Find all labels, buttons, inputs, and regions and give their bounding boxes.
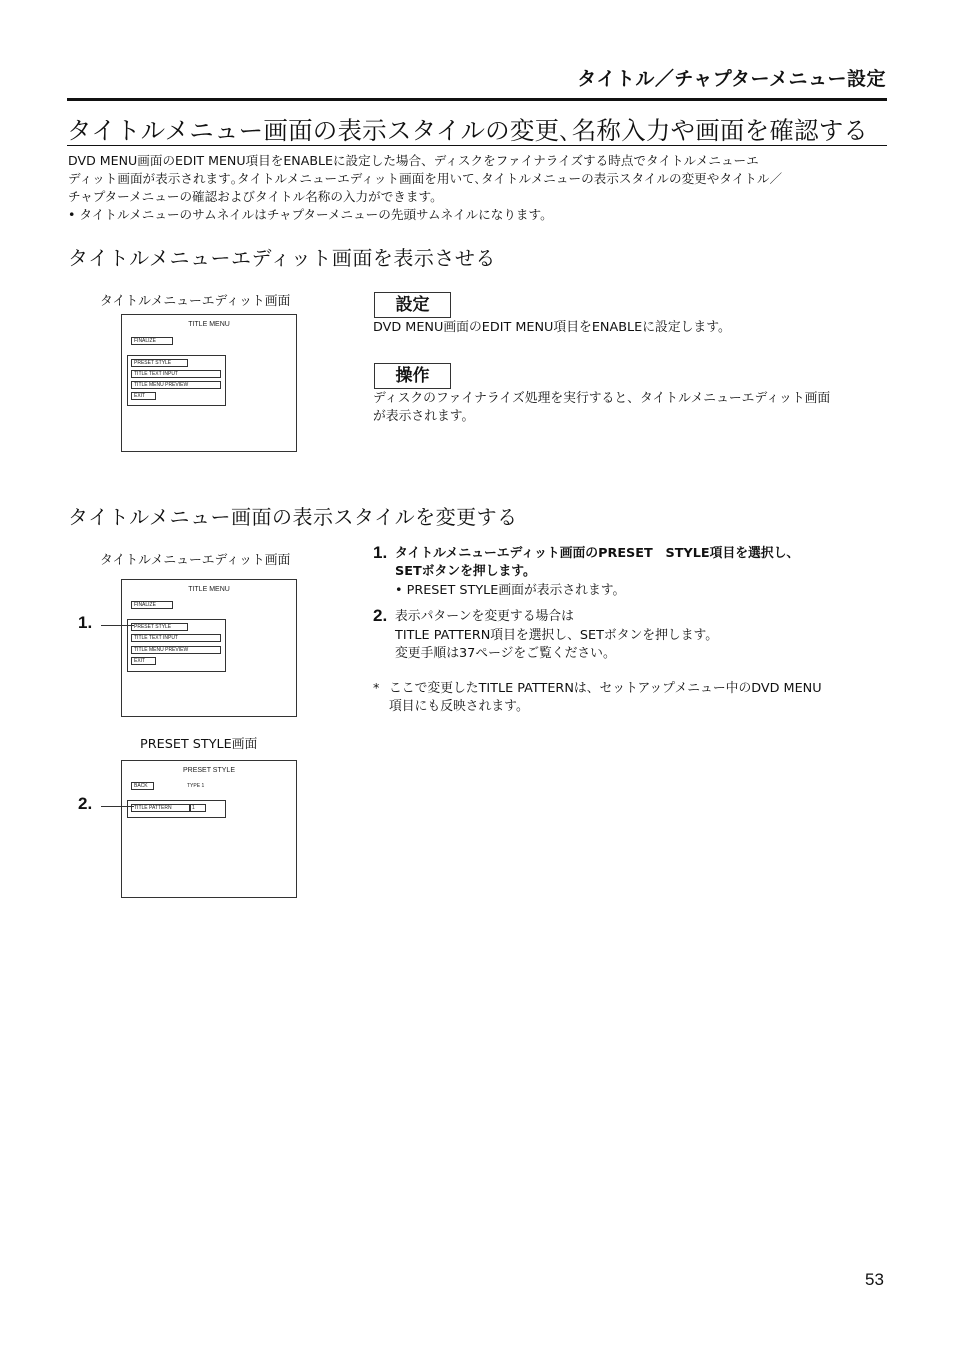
step1-number: 1. (373, 543, 388, 562)
step2-heading: 表示パターンを変更する場合は (395, 609, 574, 624)
section2-screen-caption: タイトルメニューエディット画面 (100, 553, 291, 568)
preset-style-screen (121, 760, 297, 898)
preset-style-item[interactable]: PRESET STYLE (131, 359, 188, 367)
section1-heading: タイトルメニューエディット画面を表示させる (68, 246, 496, 270)
screen-title: TITLE MENU (188, 321, 230, 328)
intro-bullet: • タイトルメニューのサムネイルはチャプターメニューの先頭サムネイルになります。 (68, 207, 553, 222)
back-button[interactable]: BACK (131, 782, 154, 790)
title-pattern-value[interactable]: 1 (189, 804, 206, 812)
exit-item[interactable]: EXIT (131, 657, 156, 665)
note-line-2: 項目にも反映されます。 (389, 699, 529, 714)
step1-line-1: タイトルメニューエディット画面のPRESET STYLE項目を選択し、 (395, 546, 800, 561)
page-number: 53 (865, 1270, 884, 1289)
operation-text-line-1: ディスクのファイナライズ処理を実行すると、タイトルメニューエディット画面 (373, 391, 831, 406)
page-title: タイトルメニュー画面の表示スタイルの変更､名称入力や画面を確認する (67, 116, 869, 145)
exit-item[interactable]: EXIT (131, 392, 156, 400)
step1-bullet: • PRESET STYLE画面が表示されます。 (395, 583, 626, 598)
callout-1-leader (101, 625, 134, 626)
setting-label-box: 設定 (374, 292, 451, 318)
title-text-input-item[interactable]: TITLE TEXT INPUT (131, 634, 221, 642)
callout-1-label: 1. (78, 613, 93, 632)
title-underline (67, 145, 887, 146)
finalize-button[interactable]: FINALIZE (131, 337, 173, 345)
callout-2-label: 2. (78, 794, 93, 813)
note-line-1: ここで変更したTITLE PATTERNは、セットアップメニュー中のDVD MENU (389, 681, 822, 696)
title-pattern-item[interactable]: TITLE PATTERN (131, 804, 191, 812)
operation-label-box: 操作 (374, 363, 451, 389)
intro-line-3: チャプターメニューの確認およびタイトル名称の入力ができます。 (68, 189, 443, 204)
title-text-input-item[interactable]: TITLE TEXT INPUT (131, 370, 221, 378)
intro-line-2: ディット画面が表示されます｡タイトルメニューエディット画面を用いて､タイトルメニューの表示スタイルの変更やタイトル／ (68, 171, 783, 186)
intro-paragraph (68, 152, 888, 224)
note-star: * (373, 681, 380, 696)
section1-screen-caption: タイトルメニューエディット画面 (100, 294, 291, 309)
screen-title: TITLE MENU (188, 586, 230, 593)
title-menu-screen-2 (121, 579, 297, 717)
callout-2-leader (101, 806, 134, 807)
section-title: タイトル／チャプターメニュー設定 (577, 68, 886, 90)
title-menu-screen (121, 314, 297, 452)
step1-line-2: SETボタンを押します。 (395, 564, 536, 579)
step2-line-2: 変更手順は37ページをご覧ください。 (395, 646, 616, 661)
preset-style-item[interactable]: PRESET STYLE (131, 623, 188, 631)
step2-number: 2. (373, 606, 388, 625)
type-label: TYPE 1 (187, 783, 205, 789)
finalize-button[interactable]: FINALIZE (131, 601, 173, 609)
step2-line-1: TITLE PATTERN項目を選択し、SETボタンを押します。 (395, 628, 719, 643)
preset-screen-title: PRESET STYLE (182, 767, 235, 774)
intro-line-1: DVD MENU画面のEDIT MENU項目をENABLEに設定した場合、ディスクをファイナライズする時点でタイトルメニューエ (68, 153, 759, 168)
operation-text-line-2: が表示されます。 (373, 409, 475, 424)
section2-heading: タイトルメニュー画面の表示スタイルを変更する (68, 505, 518, 529)
setting-text: DVD MENU画面のEDIT MENU項目をENABLEに設定します。 (373, 320, 731, 335)
preset-screen-caption: PRESET STYLE画面 (140, 737, 258, 752)
header-rule (67, 98, 887, 101)
title-menu-preview-item[interactable]: TITLE MENU PREVIEW (131, 646, 221, 654)
title-menu-preview-item[interactable]: TITLE MENU PREVIEW (131, 381, 221, 389)
